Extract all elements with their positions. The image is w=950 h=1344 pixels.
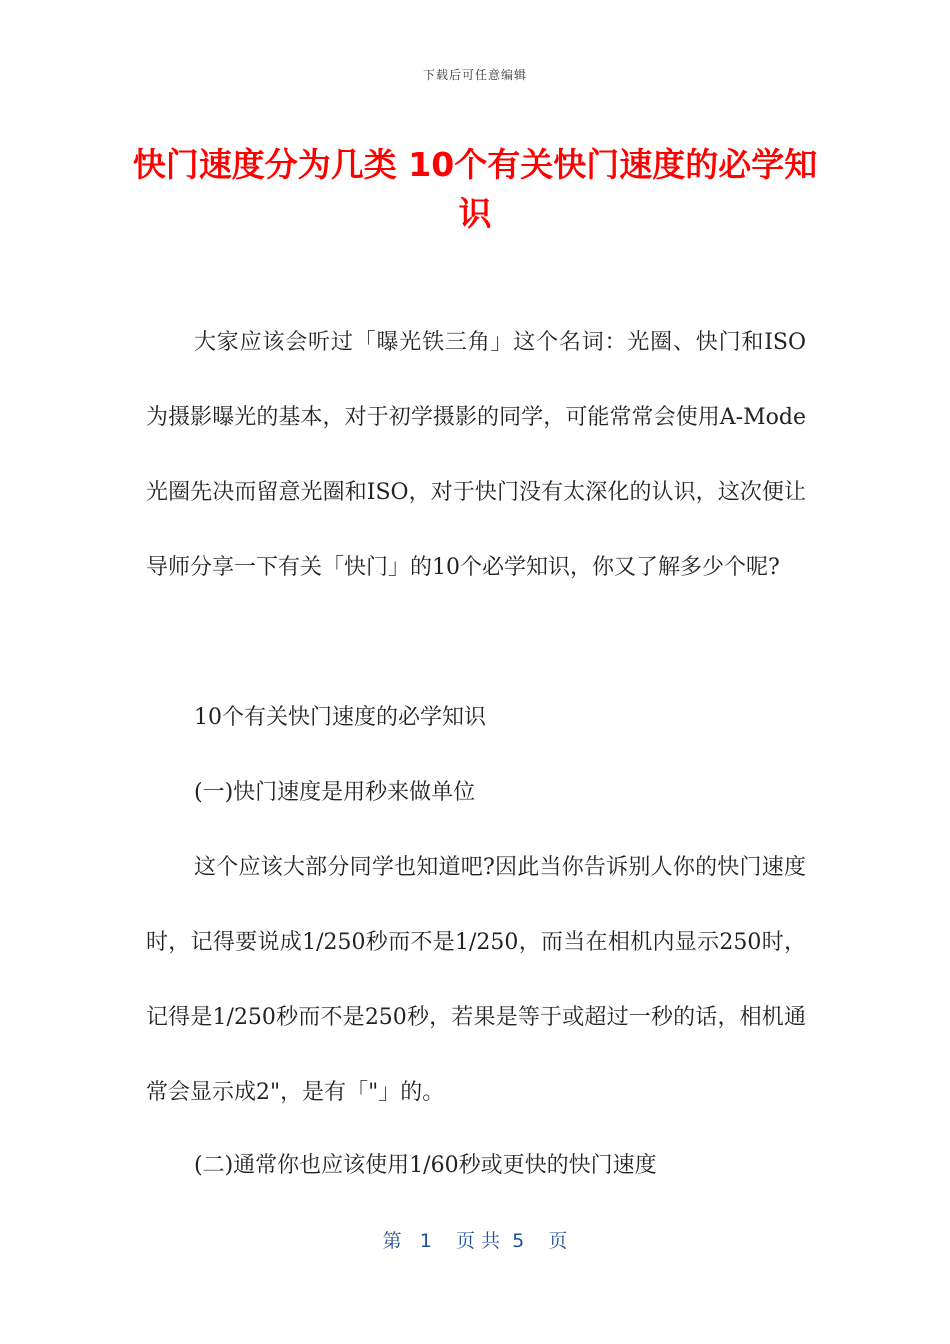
page-number-footer: 第 1 页 共 5 页 (382, 1230, 568, 1252)
paragraph-intro: 大家应该会听过「曝光铁三角」这个名词：光圈、快门和ISO为摄影曝光的基本，对于初学摄影的同学，可能常常会使用A-Mode光圈先决而留意光圈和ISO，对于快门没有太深化的认识，这次便让导师分享一下有关「快门」的10个必学知识，你又了解多少个呢? (146, 330, 806, 580)
paragraph-point-one-body: 这个应该大部分同学也知道吧?因此当你告诉别人你的快门速度时，记得要说成1/250秒而不是1/250，而当在相机内显示250时，记得是1/250秒而不是250秒，若果是等于或超过一秒的话，相机通常会显示成2"，是有「"」的。 (146, 855, 806, 1105)
paragraph-point-two-heading: (二)通常你也应该使用1/60秒或更快的快门速度 (194, 1153, 657, 1178)
document-title: 快门速度分为几类 10个有关快门速度的必学知识 (132, 145, 818, 233)
paragraph-point-one-heading: (一)快门速度是用秒来做单位 (194, 780, 476, 805)
header-note: 下载后可任意编辑 (422, 68, 527, 82)
paragraph-section-heading: 10个有关快门速度的必学知识 (194, 705, 486, 730)
